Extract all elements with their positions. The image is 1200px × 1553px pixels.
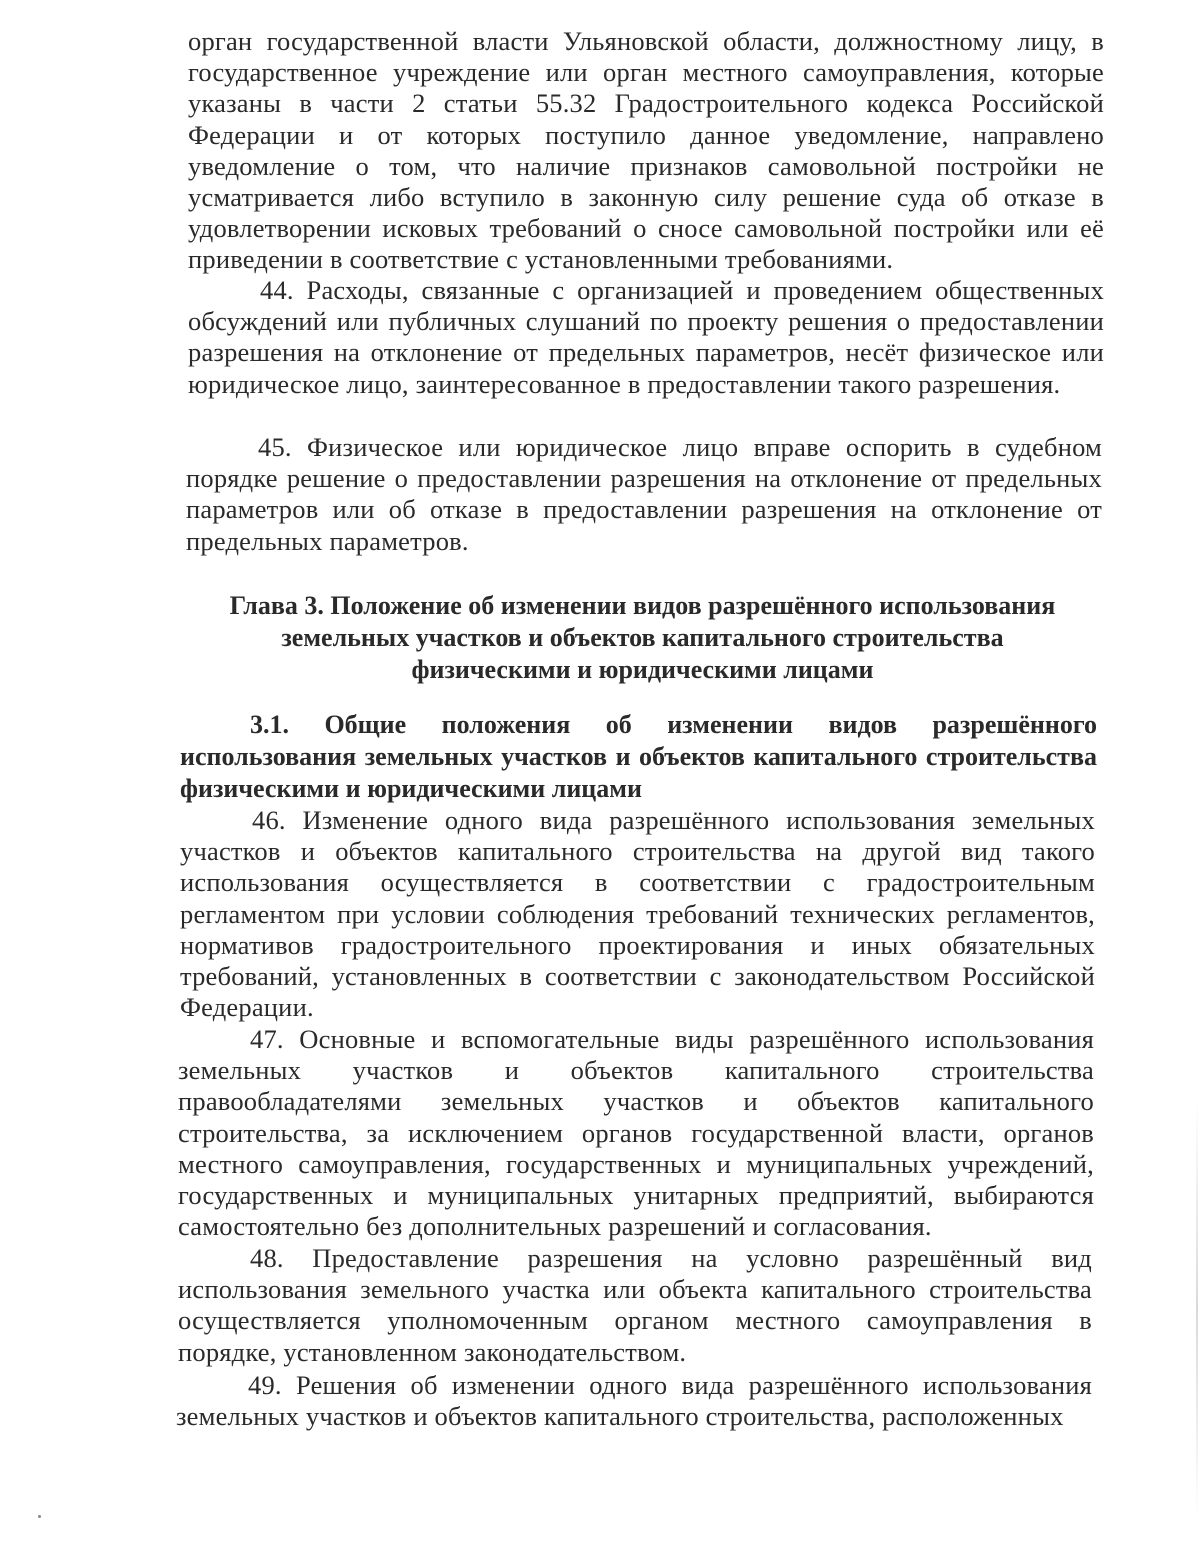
paragraph-47: 47. Основные и вспомогательные виды разрешённого использования земельных участков и объектов капитального строительства правообладателями земельных участков и объектов капитального строительства, за исключением органов государственной власти, органов местного самоуправления, государственных и муниципальных учреждений, государственных и муниципальных унитарных предприятий, выбираются самостоятельно без дополнительных разрешений и согласования. (178, 1024, 1094, 1242)
paragraph-46: 46. Изменение одного вида разрешённого использования земельных участков и объектов капитального строительства на другой вид такого использования осуществляется в соответствии с градостроительным регламентом при условии соблюдения требований технических регламентов, нормативов градостроительного проектирования и иных обязательных требований, установленных в соответствии с законодательством Российской Федерации. (180, 805, 1095, 1023)
paragraph-continuation: орган государственной власти Ульяновской области, должностному лицу, в государственное учреждение или орган местного самоуправления, которые указаны в части 2 статьи 55.32 Градостроительного кодекса Российской Федерации и от которых поступило данное уведомление, направлено уведомление о том, что наличие признаков самовольной постройки не усматривается либо вступило в законную силу решение суда об отказе в удовлетворении исковых требований о сносе самовольной постройки или её приведении в соответствие с установленными требованиями. (188, 26, 1104, 275)
paragraph-44: 44. Расходы, связанные с организацией и проведением общественных обсуждений или публичных слушаний по проекту решения о предоставлении разрешения на отклонение от предельных параметров, несёт физическое или юридическое лицо, заинтересованное в предоставлении такого разрешения. (188, 275, 1104, 399)
chapter-heading-line-3: физическими и юридическими лицами (411, 655, 874, 684)
scan-edge-shadow (1196, 1100, 1198, 1520)
scan-speck (38, 1515, 41, 1518)
chapter-heading-line-2: земельных участков и объектов капитального строительства (281, 623, 1004, 652)
paragraph-49: 49. Решения об изменении одного вида разрешённого использования земельных участков и объектов капитального строительства, расположенных (176, 1370, 1092, 1432)
paragraph-48: 48. Предоставление разрешения на условно разрешённый вид использования земельного участка или объекта капитального строительства осуществляется уполномоченным органом местного самоуправления в порядке, установленном законодательством. (178, 1243, 1092, 1367)
section-heading: 3.1. Общие положения об изменении видов разрешённого использования земельных участков и объектов капитального строительства физическими и юридическими лицами (180, 710, 1097, 803)
paragraph-45: 45. Физическое или юридическое лицо вправе оспорить в судебном порядке решение о предоставлении разрешения на отклонение от предельных параметров или об отказе в предоставлении разрешения на отклонение от предельных параметров. (186, 432, 1102, 556)
chapter-heading (180, 590, 1105, 686)
chapter-heading-line-1: Глава 3. Положение об изменении видов разрешённого использования (229, 591, 1056, 620)
